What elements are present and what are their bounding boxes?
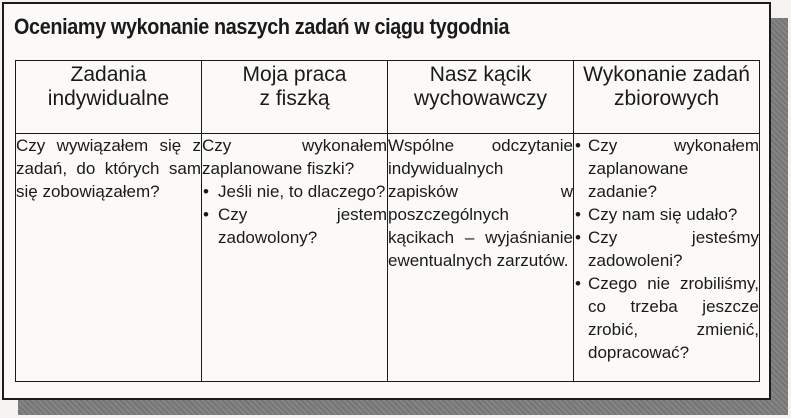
cell-text: Czy wywiązałem się z zadań, do których sam się zobowiązałem?: [16, 136, 201, 201]
page-title: Oceniamy wykonanie naszych zadań w ciągu tygodnia: [14, 14, 510, 39]
body-row: [16, 134, 760, 382]
worksheet-card: [2, 2, 771, 400]
cell-group-tasks: [574, 134, 760, 382]
header-line: indywidualne: [47, 87, 170, 110]
worksheet: [2, 2, 769, 398]
list-item: • Czego nie zrobiliśmy, co trzeba jeszcze zrobić, zmienić, dopracować?: [574, 272, 759, 364]
list-item: • Czy jestem zadowolony?: [202, 203, 387, 249]
header-line: Zadania: [70, 63, 147, 86]
cell-corner: [388, 134, 574, 382]
header-line: Nasz kącik: [429, 63, 532, 86]
list-item: • Czy wykonałem zaplanowane zadanie?: [574, 134, 759, 203]
column-header-flashcard: [202, 61, 388, 134]
evaluation-table: [15, 60, 760, 382]
cell-flashcard: [202, 134, 388, 382]
cell-individual: [16, 134, 202, 382]
header-line: wychowawczy: [413, 87, 548, 110]
header-line: zbiorowych: [613, 87, 720, 110]
column-header-individual: [16, 61, 202, 134]
list-item: • Czy nam się udało?: [574, 203, 759, 226]
bullet-list: [202, 180, 387, 249]
list-item: • Jeśli nie, to dlaczego?: [202, 180, 387, 203]
cell-text: Czy wykonałem zaplanowane fiszki?: [202, 136, 387, 178]
cell-text: Wspólne odczytanie indywidualnych zapisków w poszczególnych kącikach – wyjaśnianie ewentualnych zarzutów.: [388, 136, 573, 270]
header-line: z fiszką: [259, 87, 330, 110]
list-item: • Czy jesteśmy zadowoleni?: [574, 226, 759, 272]
column-header-group-tasks: [574, 61, 760, 134]
header-row: [16, 61, 760, 134]
column-header-corner: [388, 61, 574, 134]
header-line: Moja praca: [242, 63, 347, 86]
header-line: Wykonanie zadań: [583, 63, 750, 86]
bullet-list: [574, 134, 759, 364]
